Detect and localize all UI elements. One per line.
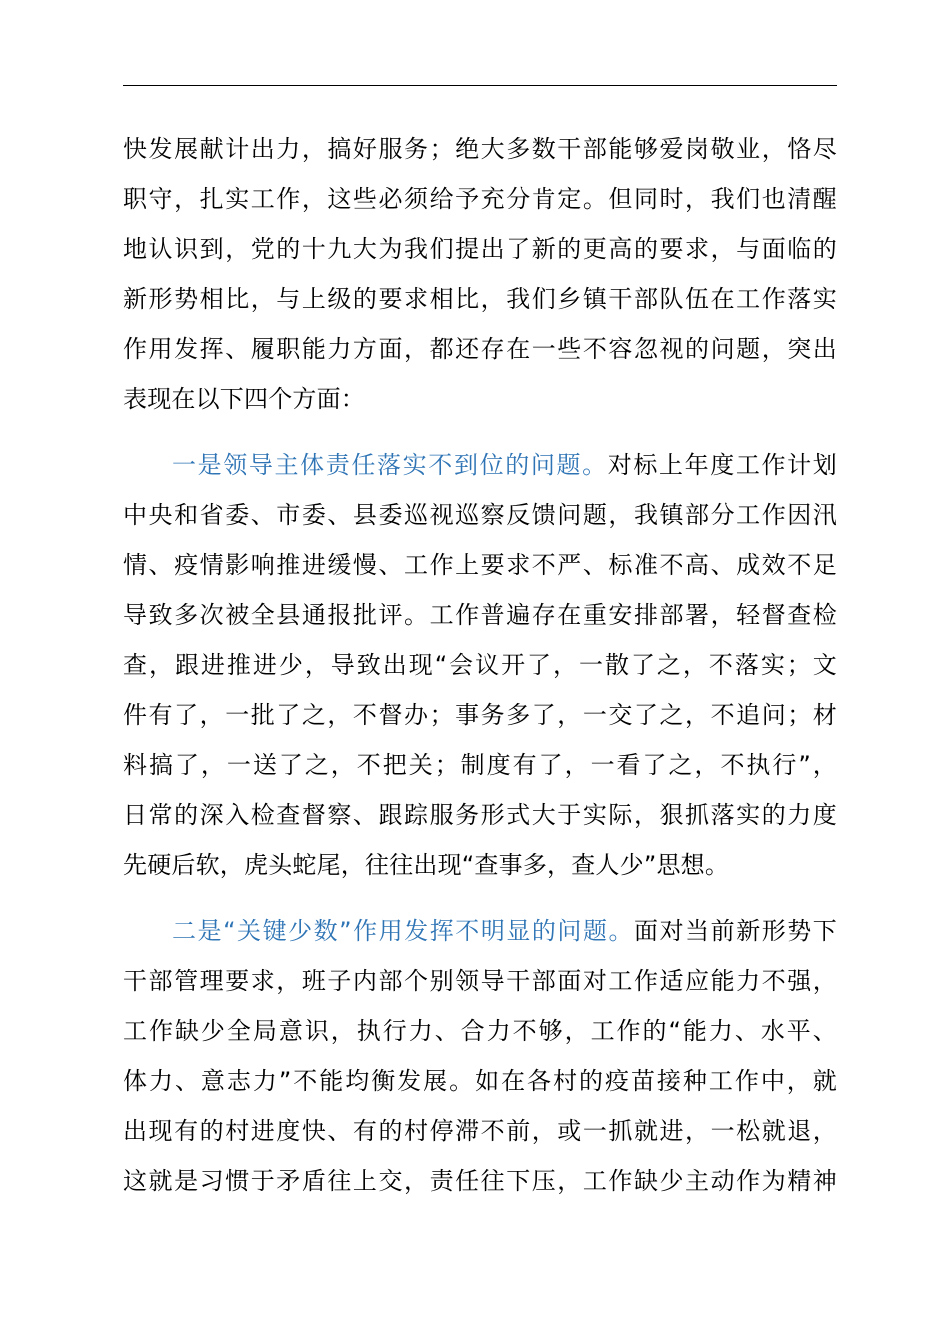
text-line	[123, 440, 837, 490]
text-line: 职守，扎实工作，这些必须给予充分肯定。但同时，我们也清醒	[123, 185, 837, 213]
text-line: 出现有的村进度快、有的村停滞不前，或一抓就进，一松就退，	[123, 1117, 837, 1145]
text-line: 这就是习惯于矛盾往上交，责任往下压，工作缺少主动作为精神	[123, 1167, 837, 1195]
text-line	[123, 906, 837, 956]
text-line: 查，跟进推进少，导致出现“会议开了，一散了之，不落实；文	[123, 651, 837, 679]
document-body	[123, 124, 837, 1206]
text-line: 日常的深入检查督察、跟踪服务形式大于实际，狠抓落实的力度	[123, 801, 837, 829]
paragraph-point-two	[123, 906, 837, 1206]
text-span: 对标上年度工作计划	[607, 451, 837, 479]
text-span: 面对当前新形势下	[634, 917, 837, 945]
paragraph-intro	[123, 124, 837, 424]
point-two-heading: 二是“关键少数”作用发挥不明显的问题。	[172, 917, 635, 945]
text-line: 干部管理要求，班子内部个别领导干部面对工作适应能力不强，	[123, 967, 837, 995]
text-line: 先硬后软，虎头蛇尾，往往出现“查事多，查人少”思想。	[123, 851, 730, 879]
text-line: 中央和省委、市委、县委巡视巡察反馈问题，我镇部分工作因汛	[123, 501, 837, 529]
text-line: 体力、意志力”不能均衡发展。如在各村的疫苗接种工作中，就	[123, 1067, 837, 1095]
header-rule	[123, 85, 837, 86]
text-line: 情、疫情影响推进缓慢、工作上要求不严、标准不高、成效不足	[123, 551, 837, 579]
text-line: 导致多次被全县通报批评。工作普遍存在重安排部署，轻督查检	[123, 601, 837, 629]
text-line: 料搞了，一送了之，不把关；制度有了，一看了之，不执行”，	[123, 751, 837, 779]
text-line: 新形势相比，与上级的要求相比，我们乡镇干部队伍在工作落实	[123, 285, 837, 313]
text-line: 快发展献计出力，搞好服务；绝大多数干部能够爱岗敬业，恪尽	[123, 135, 837, 163]
text-line: 地认识到，党的十九大为我们提出了新的更高的要求，与面临的	[123, 235, 837, 263]
text-line: 作用发挥、履职能力方面，都还存在一些不容忽视的问题，突出	[123, 335, 837, 363]
paragraph-point-one	[123, 440, 837, 890]
text-line: 工作缺少全局意识，执行力、合力不够，工作的“能力、水平、	[123, 1017, 837, 1045]
text-line: 件有了，一批了之，不督办；事务多了，一交了之，不追问；材	[123, 701, 837, 729]
point-one-heading: 一是领导主体责任落实不到位的问题。	[172, 451, 608, 479]
text-line: 表现在以下四个方面：	[123, 385, 365, 413]
